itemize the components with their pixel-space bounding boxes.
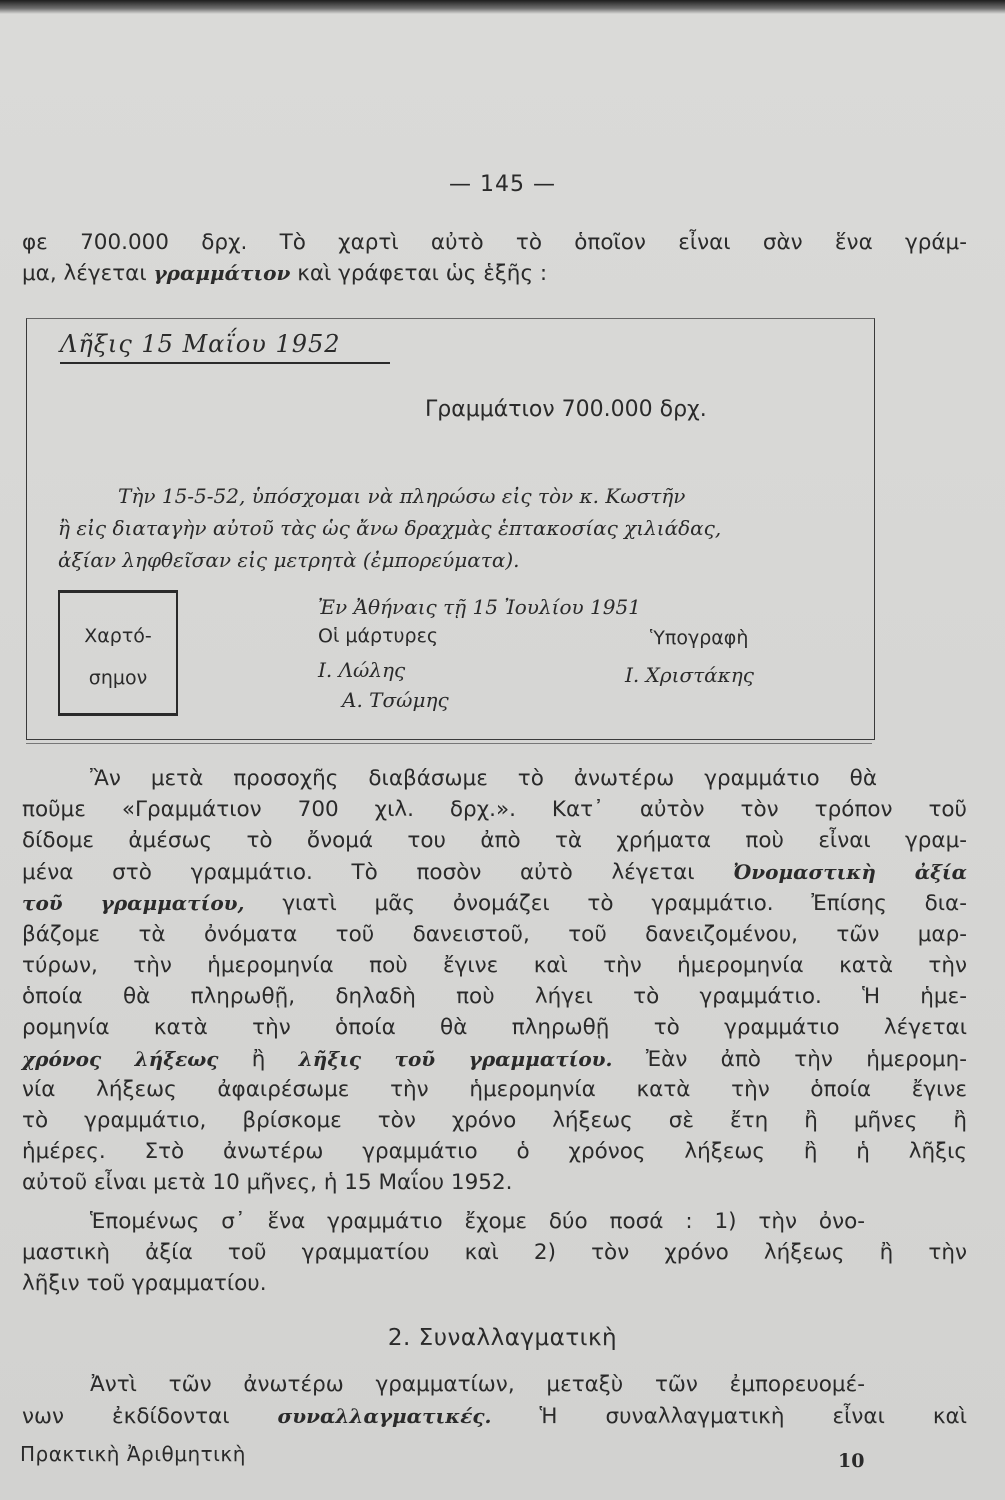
note-body-line-3: ἀξίαν ληφθεῖσαν εἰς μετρητὰ (ἐμπορεύματα). [58, 548, 520, 572]
para1-line-1: Ἂν μετὰ προσοχῆς διαβάσωμε τὸ ἀνωτέρω γραμμάτιο θὰ [90, 766, 877, 791]
intro-line-1: φε 700.000 δρχ. Τὸ χαρτὶ αὐτὸ τὸ ὁποῖον εἶναι σὰν ἕνα γράμ- [22, 230, 967, 255]
intro-text: μα, λέγεται [22, 261, 147, 286]
para1-line-8: ὁποία θὰ πληρωθῇ, δηλαδὴ ποὺ λήγει τὸ γραμμάτιο. Ἡ ἡμε- [22, 984, 967, 1009]
para1-line-10 [22, 1044, 967, 1075]
term-maturity-time: χρόνος λήξεως [22, 1047, 219, 1071]
note-body-line-1: Τὴν 15-5-52, ὑπόσχομαι νὰ πληρώσω εἰς τὸν κ. Κωστῆν [118, 484, 686, 508]
para1-line-4 [22, 857, 967, 888]
book-title-footer: Πρακτικὴ Ἀριθμητικὴ [20, 1442, 246, 1466]
page-edge-shadow [0, 0, 1005, 14]
para3-line-2 [22, 1401, 967, 1432]
page-number: — 145 — [449, 172, 556, 197]
note-title: Γραμμάτιον 700.000 δρχ. [425, 397, 707, 422]
para1-line-11: νία λήξεως ἀφαιρέσωμε τὴν ἡμερομηνία κατὰ τὴν ὁποία ἔγινε [22, 1077, 967, 1102]
box-bottom-rule [26, 743, 872, 744]
para1-text: γιατὶ μᾶς ὀνομάζει τὸ γραμμάτιο. Ἐπίσης δια- [282, 891, 967, 916]
signature-label: Ὑπογραφὴ [650, 627, 749, 649]
para3-line-1: Ἀντὶ τῶν ἀνωτέρω γραμματίων, μεταξὺ τῶν ἐμπορευομέ- [90, 1372, 865, 1397]
note-place-date: Ἐν Ἀθήναις τῇ 15 Ἰουλίου 1951 [318, 595, 641, 619]
term-nominal-value: Ὀνομαστικὴ ἀξία [733, 860, 967, 884]
term-nominal-value-cont: τοῦ γραμματίου, [22, 891, 245, 915]
stamp-label-1: Χαρτό- [84, 625, 152, 647]
para1-text: μένα στὸ γραμμάτιο. Τὸ ποσὸν αὐτὸ λέγεται [22, 860, 695, 885]
para1-line-6: βάζομε τὰ ὀνόματα τοῦ δανειστοῦ, τοῦ δανειζομένου, τῶν μαρ- [22, 922, 967, 947]
signer-name: Ι. Χριστάκης [625, 663, 754, 687]
para1-text: ἢ [251, 1047, 266, 1072]
intro-text: καὶ γράφεται ὡς ἑξῆς : [297, 261, 548, 286]
para2-line-3: λῆξιν τοῦ γραμματίου. [22, 1271, 267, 1296]
note-due-date: Λῆξις 15 Μαΐου 1952 [60, 330, 390, 364]
para2-line-1: Ἑπομένως σ᾽ ἕνα γραμμάτιο ἔχομε δύο ποσά : 1) τὴν ὀνο- [90, 1209, 865, 1234]
para1-line-7: τύρων, τὴν ἡμερομηνία ποὺ ἔγινε καὶ τὴν ἡμερομηνία κατὰ τὴν [22, 953, 967, 978]
para1-line-14: αὐτοῦ εἶναι μετὰ 10 μῆνες, ἡ 15 Μαΐου 1952. [22, 1170, 513, 1195]
revenue-stamp-box [58, 590, 178, 716]
term-maturity: λῆξις τοῦ γραμματίου. [298, 1047, 613, 1071]
para1-line-3: δίδομε ἀμέσως τὸ ὄνομά του ἀπὸ τὰ χρήματα ποὺ εἶναι γραμ- [22, 828, 967, 853]
note-body-line-2: ἢ εἰς διαταγὴν αὐτοῦ τὰς ὡς ἄνω δραχμὰς ἑπτακοσίας χιλιάδας, [58, 516, 722, 540]
witnesses-label: Οἱ μάρτυρες [318, 625, 439, 647]
term-grammation: γραμμάτιον [153, 261, 291, 285]
para1-line-12: τὸ γραμμάτιο, βρίσκομε τὸν χρόνο λήξεως σὲ ἔτη ἢ μῆνες ἢ [22, 1108, 967, 1133]
para3-text: νων ἐκδίδονται [22, 1404, 230, 1429]
para3-text: Ἡ συναλλαγματικὴ εἶναι καὶ [539, 1404, 967, 1429]
para1-line-9: ρομηνία κατὰ τὴν ὁποία θὰ πληρωθῇ τὸ γραμμάτιο λέγεται [22, 1015, 967, 1040]
signature-mark: 10 [838, 1450, 865, 1472]
stamp-label-2: σημον [88, 667, 148, 689]
witness-name-2: Α. Τσώμης [342, 688, 449, 712]
para1-line-13: ἡμέρες. Στὸ ἀνωτέρω γραμμάτιο ὁ χρόνος λήξεως ἢ ἡ λῆξις [22, 1139, 967, 1164]
para1-line-2: ποῦμε «Γραμμάτιον 700 χιλ. δρχ.». Κατ᾽ αὐτὸν τὸν τρόπον τοῦ [22, 797, 967, 822]
para2-line-2: μαστικὴ ἀξία τοῦ γραμματίου καὶ 2) τὸν χρόνο λήξεως ἢ τὴν [22, 1240, 967, 1265]
para1-line-5 [22, 888, 967, 919]
intro-line-2 [22, 258, 967, 289]
witness-name-1: Ι. Λώλης [318, 658, 406, 682]
term-bill-of-exchange: συναλλαγματικές. [277, 1404, 492, 1428]
section-heading: 2. Συναλλαγματικὴ [387, 1325, 618, 1351]
para1-text: Ἐὰν ἀπὸ τὴν ἡμερομη- [645, 1047, 967, 1072]
